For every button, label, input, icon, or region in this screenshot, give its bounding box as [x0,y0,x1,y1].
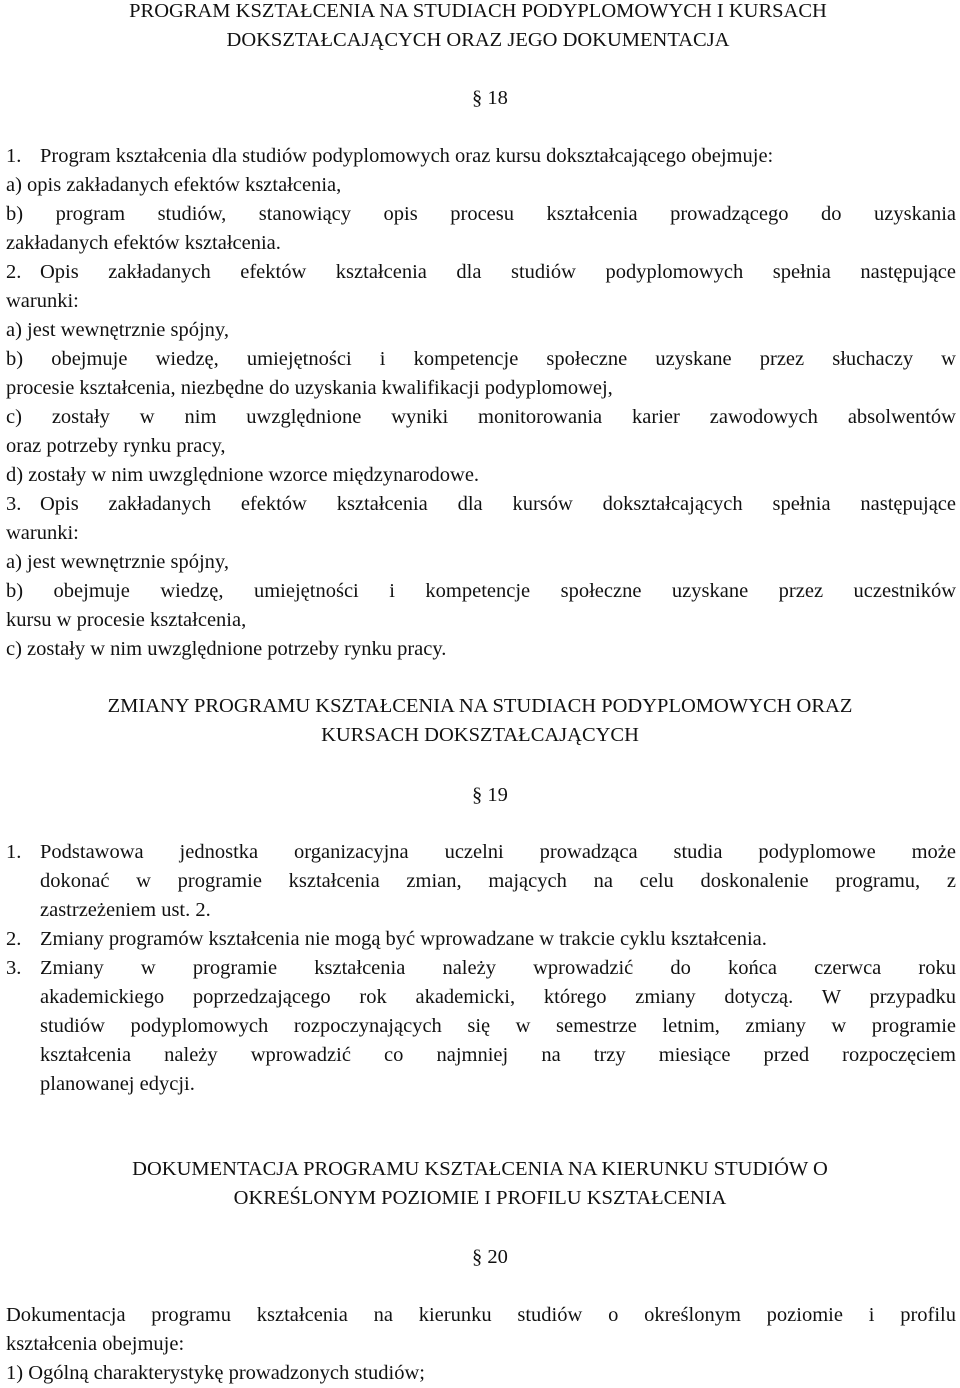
section-heading-program [0,0,960,55]
intro-line: kształcenia obejmuje: [6,1333,185,1355]
item-line: Opis zakładanych efektów kształcenia dla studiów podyplomowych spełnia następujące [40,261,956,283]
item-number: 1. [6,841,22,863]
item-line: Opis zakładanych efektów kształcenia dla kursów dokształcających spełnia następujące [40,493,956,515]
item-line: kursu w procesie kształcenia, [6,609,247,631]
heading-line-1: DOKUMENTACJA PROGRAMU KSZTAŁCENIA NA KIERUNKU STUDIÓW O [132,1158,828,1180]
heading-line-1: ZMIANY PROGRAMU KSZTAŁCENIA NA STUDIACH PODYPLOMOWYCH ORAZ [107,695,853,717]
item-line: Zmiany w programie kształcenia należy wprowadzić do końca czerwca roku [40,957,956,979]
item-line: Podstawowa jednostka organizacyjna uczelni prowadząca studia podyplomowe może [40,841,956,863]
item-line: a) jest wewnętrznie spójny, [6,551,229,573]
item-line: warunki: [6,522,79,544]
numbered-item-1 [6,142,956,258]
item-line: d) zostały w nim uwzględnione wzorce międzynarodowe. [6,464,480,486]
section-heading-documentation [0,1155,960,1213]
section-heading-changes [0,692,960,750]
item-number: 2. [6,928,22,950]
item-line: c) zostały w nim uwzględnione potrzeby rynku pracy. [6,638,447,660]
item-line: b) obejmuje wiedzę, umiejętności i kompetencje społeczne uzyskane przez słuchaczy w [6,348,956,370]
item-line: oraz potrzeby rynku pracy, [6,435,226,457]
item-line: studiów podyplomowych rozpoczynających się w semestrze letnim, zmiany w programie [40,1015,956,1037]
heading-line-2: KURSACH DOKSZTAŁCAJĄCYCH [321,724,639,746]
paragraph-number-18: § 18 [472,87,508,109]
numbered-item-2 [6,925,956,954]
item-line: a) opis zakładanych efektów kształcenia, [6,174,342,196]
documentation-intro [6,1301,956,1388]
item-number: 3. [6,957,22,979]
item-line: Program kształcenia dla studiów podyplomowych oraz kursu dokształcającego obejmuje: [40,145,774,167]
item-line: procesie kształcenia, niezbędne do uzyskania kwalifikacji podyplomowej, [6,377,613,399]
item-line: warunki: [6,290,79,312]
heading-line-1: PROGRAM KSZTAŁCENIA NA STUDIACH PODYPLOMOWYCH I KURSACH [129,0,827,22]
numbered-item-3 [6,490,956,664]
item-line: Zmiany programów kształcenia nie mogą być wprowadzane w trakcie cyklu kształcenia. [40,928,767,950]
item-line: akademickiego poprzedzającego rok akademicki, którego zmiany dotyczą. W przypadku [40,986,956,1008]
item-number: 3. [6,493,22,515]
list-item-1: 1) Ogólną charakterystykę prowadzonych studiów; [6,1362,425,1384]
item-number: 2. [6,261,22,283]
item-line: kształcenia należy wprowadzić co najmniej na trzy miesiące przed rozpoczęciem [40,1044,956,1066]
item-line: a) jest wewnętrznie spójny, [6,319,229,341]
item-line: b) program studiów, stanowiący opis procesu kształcenia prowadzącego do uzyskania [6,203,956,225]
paragraph-number-19: § 19 [472,784,508,806]
item-line: c) zostały w nim uwzględnione wyniki monitorowania karier zawodowych absolwentów [6,406,956,428]
item-line: zastrzeżeniem ust. 2. [40,899,211,921]
item-number: 1. [6,145,22,167]
numbered-item-2 [6,258,956,490]
item-line: b) obejmuje wiedzę, umiejętności i kompetencje społeczne uzyskane przez uczestników [6,580,956,602]
item-line: dokonać w programie kształcenia zmian, mających na celu doskonalenie programu, z [40,870,956,892]
numbered-item-1 [6,838,956,925]
paragraph-number-20: § 20 [472,1246,508,1268]
item-line: planowanej edycji. [40,1073,195,1095]
heading-line-2: OKREŚLONYM POZIOMIE I PROFILU KSZTAŁCENIA [233,1187,727,1209]
numbered-item-3 [6,954,956,1099]
heading-line-2: DOKSZTAŁCAJĄCYCH ORAZ JEGO DOKUMENTACJA [226,29,730,51]
intro-line: Dokumentacja programu kształcenia na kierunku studiów o określonym poziomie i profilu [6,1304,956,1326]
item-line: zakładanych efektów kształcenia. [6,232,281,254]
